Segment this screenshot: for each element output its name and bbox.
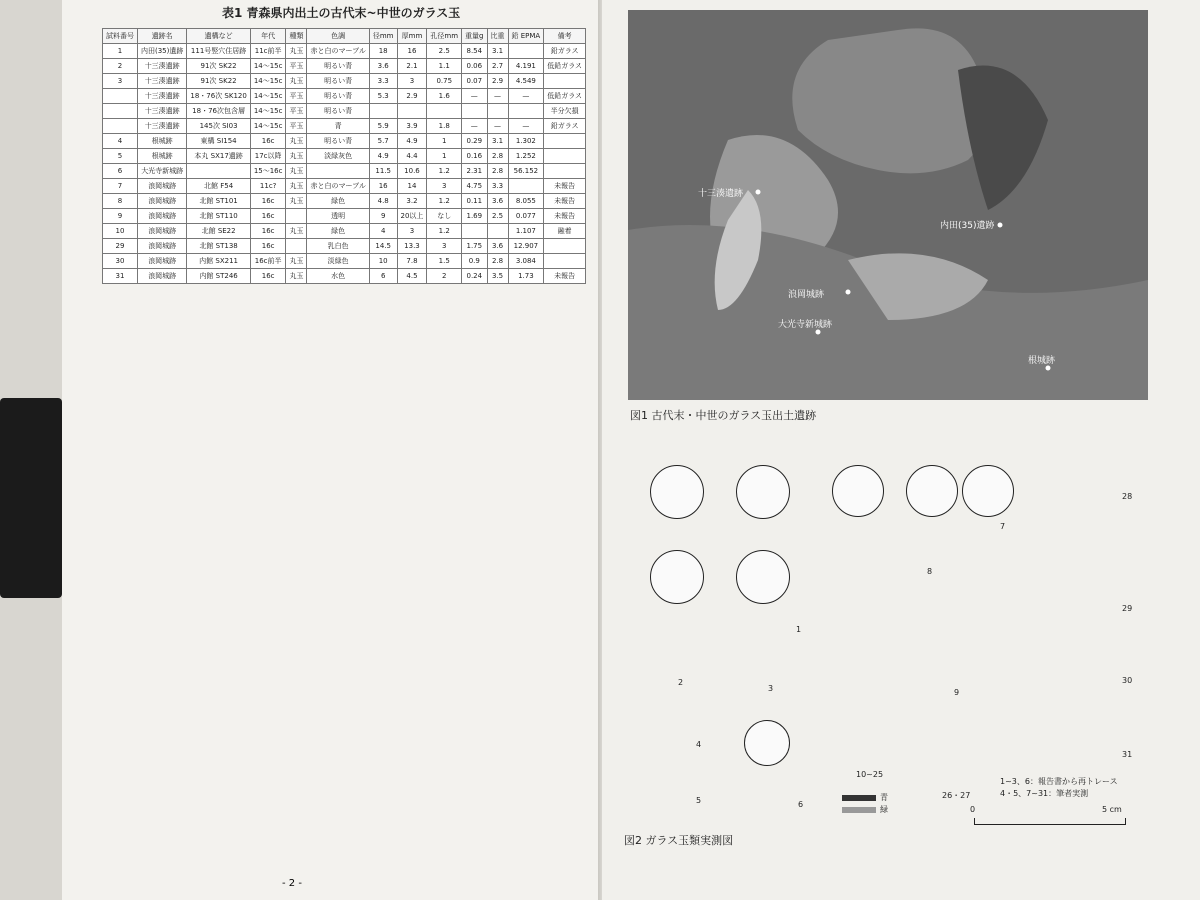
table-cell: — — [508, 89, 544, 104]
table-cell: 3 — [397, 74, 427, 89]
glass-bead-table — [102, 28, 586, 284]
table-cell: 乳白色 — [307, 239, 369, 254]
table-cell: 5.7 — [369, 134, 397, 149]
table-cell: 北館 ST110 — [187, 209, 250, 224]
table-cell — [286, 209, 307, 224]
column-header: 孔径mm — [427, 29, 462, 44]
table-cell: 16c — [250, 239, 286, 254]
table-cell: 0.24 — [462, 269, 487, 284]
table-cell: 1.2 — [427, 194, 462, 209]
map-label-namioka: 浪岡城跡 — [788, 290, 825, 300]
table-cell: 十三湊遺跡 — [138, 74, 187, 89]
table-cell — [487, 104, 508, 119]
table-cell: 4.549 — [508, 74, 544, 89]
table-cell: 赤と白のマーブル — [307, 44, 369, 59]
bead-drawing-7c — [962, 465, 1014, 517]
table-cell: 0.06 — [462, 59, 487, 74]
table-row — [103, 254, 586, 269]
table-cell: 低鉛ガラス — [544, 89, 586, 104]
figure-1-caption: 図1 古代末・中世のガラス玉出土遺跡 — [630, 409, 817, 422]
table-cell: 4.8 — [369, 194, 397, 209]
table-cell: 2.9 — [397, 89, 427, 104]
column-header: 試料番号 — [103, 29, 138, 44]
table-row — [103, 239, 586, 254]
figure-number-31: 31 — [1122, 750, 1133, 759]
table-cell: 2.5 — [427, 44, 462, 59]
column-header: 色調 — [307, 29, 369, 44]
table-cell: 9 — [369, 209, 397, 224]
table-cell: 14〜15c — [250, 59, 286, 74]
table-cell: 14〜15c — [250, 89, 286, 104]
table-cell: 91次 SK22 — [187, 74, 250, 89]
table-cell: 内館 ST246 — [187, 269, 250, 284]
table-cell: 2.31 — [462, 164, 487, 179]
table-cell: 北館 SE22 — [187, 224, 250, 239]
table-cell — [544, 74, 586, 89]
table-cell: 明るい青 — [307, 89, 369, 104]
table-cell: 20以上 — [397, 209, 427, 224]
table-cell: 丸玉 — [286, 74, 307, 89]
table-cell: 10 — [369, 254, 397, 269]
note-traced: 1~3、6：報告書から再トレース — [1000, 777, 1118, 786]
table-cell: — — [508, 119, 544, 134]
table-cell: 111号竪穴住居跡 — [187, 44, 250, 59]
bead-drawing-1c — [650, 550, 704, 604]
table-cell: 鉛ガラス — [544, 44, 586, 59]
table-row — [103, 134, 586, 149]
table-cell: 3.6 — [487, 194, 508, 209]
table-cell — [187, 164, 250, 179]
table-cell: 平玉 — [286, 89, 307, 104]
table-cell: 5 — [103, 149, 138, 164]
table-cell: 3.5 — [487, 269, 508, 284]
table-cell: 10 — [103, 224, 138, 239]
table-cell: 十三湊遺跡 — [138, 59, 187, 74]
table-row — [103, 119, 586, 134]
table-cell: 明るい青 — [307, 59, 369, 74]
right-page — [602, 0, 1200, 900]
table-cell: 14 — [397, 179, 427, 194]
table-cell: 浪岡城跡 — [138, 269, 187, 284]
table-cell: 根城跡 — [138, 134, 187, 149]
column-header: 遺跡名 — [138, 29, 187, 44]
scale-zero: 0 — [970, 805, 976, 814]
figure-number-2: 2 — [678, 678, 684, 687]
table-row — [103, 179, 586, 194]
table-cell: 1.69 — [462, 209, 487, 224]
table-title: 表1 青森県内出土の古代末~中世のガラス玉 — [222, 6, 461, 20]
table-cell — [462, 224, 487, 239]
table-cell: 3.6 — [369, 59, 397, 74]
table-cell: 丸玉 — [286, 179, 307, 194]
table-cell: 2 — [427, 269, 462, 284]
bead-drawing-7a — [832, 465, 884, 517]
scale-bar — [974, 818, 1126, 825]
table-cell: 1.2 — [427, 224, 462, 239]
table-cell — [103, 89, 138, 104]
scale-five-cm: 5 cm — [1102, 805, 1122, 814]
left-page — [62, 0, 602, 900]
table-cell: 3 — [103, 74, 138, 89]
map-label-uchida: 内田(35)遺跡 — [940, 221, 995, 231]
table-cell: 浪岡城跡 — [138, 209, 187, 224]
table-cell: 2.8 — [487, 164, 508, 179]
table-cell: 明るい青 — [307, 134, 369, 149]
table-cell: 4.9 — [397, 134, 427, 149]
table-cell: 淡緑灰色 — [307, 149, 369, 164]
table-cell: 0.07 — [462, 74, 487, 89]
table-cell — [427, 104, 462, 119]
table-cell: 浪岡城跡 — [138, 179, 187, 194]
table-cell: 18・76次包含層 — [187, 104, 250, 119]
table-cell: 15〜16c — [250, 164, 286, 179]
table-cell: 丸玉 — [286, 269, 307, 284]
table-cell: 丸玉 — [286, 254, 307, 269]
table-cell: 透明 — [307, 209, 369, 224]
table-cell: 丸玉 — [286, 224, 307, 239]
figure-number-28: 28 — [1122, 492, 1133, 501]
table-cell: 8 — [103, 194, 138, 209]
table-cell — [508, 44, 544, 59]
table-cell: — — [462, 119, 487, 134]
table-cell: 緑色 — [307, 194, 369, 209]
table-cell: 2 — [103, 59, 138, 74]
table-cell — [286, 239, 307, 254]
table-cell: — — [487, 119, 508, 134]
table-cell: 1.1 — [427, 59, 462, 74]
table-cell: 1.302 — [508, 134, 544, 149]
map-label-nejo: 根城跡 — [1028, 356, 1056, 366]
table-cell: 0.16 — [462, 149, 487, 164]
table-cell: 1.75 — [462, 239, 487, 254]
table-cell: 14〜15c — [250, 119, 286, 134]
table-cell: 大光寺新城跡 — [138, 164, 187, 179]
table-cell: 16c前半 — [250, 254, 286, 269]
table-cell: 11c? — [250, 179, 286, 194]
table-cell: 青 — [307, 119, 369, 134]
legend-green-swatch — [842, 807, 876, 813]
column-header: 比重 — [487, 29, 508, 44]
bead-drawing-6 — [744, 720, 790, 766]
bead-drawing-1d — [736, 550, 790, 604]
table-cell: — — [487, 89, 508, 104]
table-cell: 1.107 — [508, 224, 544, 239]
table-cell: 3.3 — [487, 179, 508, 194]
table-cell: 0.11 — [462, 194, 487, 209]
table-cell — [369, 104, 397, 119]
table-cell: 3.6 — [487, 239, 508, 254]
table-cell: 北館 ST138 — [187, 239, 250, 254]
table-cell: 十三湊遺跡 — [138, 104, 187, 119]
figure-2-caption: 図2 ガラス玉類実測図 — [624, 834, 734, 847]
table-cell: 10.6 — [397, 164, 427, 179]
relief-map — [628, 10, 1148, 400]
table-row — [103, 74, 586, 89]
table-cell: 8.055 — [508, 194, 544, 209]
table-row — [103, 269, 586, 284]
table-cell — [307, 164, 369, 179]
table-cell: 3 — [427, 239, 462, 254]
table-cell: 根城跡 — [138, 149, 187, 164]
figure-number-26-27: 26・27 — [942, 791, 971, 800]
table-row — [103, 164, 586, 179]
table-cell — [508, 104, 544, 119]
table-cell: 浪岡城跡 — [138, 224, 187, 239]
table-cell: 十三湊遺跡 — [138, 119, 187, 134]
table-cell: 14〜15c — [250, 74, 286, 89]
table-cell: 4.4 — [397, 149, 427, 164]
table-cell: 4.191 — [508, 59, 544, 74]
table-cell: 1.252 — [508, 149, 544, 164]
table-cell: 1.73 — [508, 269, 544, 284]
legend-green-label: 緑 — [880, 805, 888, 814]
table-cell: 4.75 — [462, 179, 487, 194]
bead-drawing-7b — [906, 465, 958, 517]
table-cell: 16 — [397, 44, 427, 59]
table-cell — [462, 104, 487, 119]
table-cell — [508, 179, 544, 194]
table-cell: 3 — [427, 179, 462, 194]
table-cell: 5.9 — [369, 119, 397, 134]
legend-blue-label: 青 — [880, 793, 888, 802]
table-cell: 0.077 — [508, 209, 544, 224]
table-cell: 29 — [103, 239, 138, 254]
column-header: 重量g — [462, 29, 487, 44]
table-cell: 30 — [103, 254, 138, 269]
table-cell: 16c — [250, 134, 286, 149]
table-cell: 平玉 — [286, 104, 307, 119]
table-cell: 淡緑色 — [307, 254, 369, 269]
table-cell — [397, 104, 427, 119]
figure-number-4: 4 — [696, 740, 702, 749]
column-header: 径mm — [369, 29, 397, 44]
table-cell: 平玉 — [286, 59, 307, 74]
figure-number-1: 1 — [796, 625, 802, 634]
table-cell — [544, 239, 586, 254]
page-number: - 2 - — [282, 878, 302, 889]
table-cell: 6 — [103, 164, 138, 179]
table-cell — [103, 104, 138, 119]
table-cell: 3.084 — [508, 254, 544, 269]
table-cell: 1.5 — [427, 254, 462, 269]
figure-number-8: 8 — [927, 567, 933, 576]
column-header: 種類 — [286, 29, 307, 44]
figure-number-5: 5 — [696, 796, 702, 805]
table-cell: 丸玉 — [286, 44, 307, 59]
table-row — [103, 44, 586, 59]
table-cell: 145次 SI03 — [187, 119, 250, 134]
table-cell: 4 — [369, 224, 397, 239]
table-cell: 2.1 — [397, 59, 427, 74]
map-terrain — [628, 10, 1148, 400]
table-cell — [487, 224, 508, 239]
column-header: 遺構など — [187, 29, 250, 44]
table-cell: 2.9 — [487, 74, 508, 89]
figure-number-9: 9 — [954, 688, 960, 697]
figure-number-6: 6 — [798, 800, 804, 809]
table-cell: 本丸 SX17遺跡 — [187, 149, 250, 164]
table-cell: 未報告 — [544, 194, 586, 209]
map-label-tosaminato: 十三湊遺跡 — [698, 189, 744, 199]
table-cell: 緑色 — [307, 224, 369, 239]
table-cell: 未報告 — [544, 209, 586, 224]
table-cell: 鉛ガラス — [544, 119, 586, 134]
table-cell: 丸玉 — [286, 164, 307, 179]
table-cell: 11c前半 — [250, 44, 286, 59]
table-cell: 9 — [103, 209, 138, 224]
table-cell: 16c — [250, 209, 286, 224]
table-cell: 赤と白のマーブル — [307, 179, 369, 194]
table-cell: 1 — [103, 44, 138, 59]
table-cell — [544, 164, 586, 179]
table-cell: 明るい青 — [307, 74, 369, 89]
table-cell: 4 — [103, 134, 138, 149]
table-cell: 17c以降 — [250, 149, 286, 164]
table-cell: 3.1 — [487, 44, 508, 59]
table-cell: 2.8 — [487, 254, 508, 269]
figure-number-10-25: 10~25 — [856, 770, 884, 779]
table-cell: 明るい青 — [307, 104, 369, 119]
table-cell: 丸玉 — [286, 194, 307, 209]
table-cell: 3 — [397, 224, 427, 239]
table-cell: 北館 F54 — [187, 179, 250, 194]
table-cell: 1 — [427, 149, 462, 164]
table-row — [103, 224, 586, 239]
table-cell: 3.2 — [397, 194, 427, 209]
map-label-daikoji: 大光寺新城跡 — [778, 320, 833, 330]
table-cell: 融着 — [544, 224, 586, 239]
table-cell: 8.54 — [462, 44, 487, 59]
table-cell: 3.9 — [397, 119, 427, 134]
column-header: 鉛 EPMA — [508, 29, 544, 44]
table-cell: 56.152 — [508, 164, 544, 179]
table-cell: 12.907 — [508, 239, 544, 254]
table-cell: 水色 — [307, 269, 369, 284]
table-cell: 2.8 — [487, 149, 508, 164]
table-cell: 7 — [103, 179, 138, 194]
table-cell: 13.3 — [397, 239, 427, 254]
figure-number-29: 29 — [1122, 604, 1133, 613]
table-cell: 半分欠損 — [544, 104, 586, 119]
table-cell: 14.5 — [369, 239, 397, 254]
table-row — [103, 149, 586, 164]
table-cell: 16c — [250, 194, 286, 209]
table-cell: 東構 SI154 — [187, 134, 250, 149]
table-cell — [544, 254, 586, 269]
table-cell — [544, 134, 586, 149]
table-cell: 91次 SK22 — [187, 59, 250, 74]
table-cell: 丸玉 — [286, 134, 307, 149]
table-row — [103, 59, 586, 74]
table-cell: 31 — [103, 269, 138, 284]
table-cell: 11.5 — [369, 164, 397, 179]
table-cell — [544, 149, 586, 164]
table-cell: 内館 SX211 — [187, 254, 250, 269]
table-row — [103, 194, 586, 209]
table-cell: 18 — [369, 44, 397, 59]
table-cell: 1 — [427, 134, 462, 149]
table-cell: 浪岡城跡 — [138, 239, 187, 254]
table-cell: 十三湊遺跡 — [138, 89, 187, 104]
table-cell: 2.5 — [487, 209, 508, 224]
table-cell: 16c — [250, 224, 286, 239]
table-cell: 未報告 — [544, 179, 586, 194]
table-cell: — — [462, 89, 487, 104]
table-cell: 2.7 — [487, 59, 508, 74]
legend-blue-swatch — [842, 795, 876, 801]
figure-number-30: 30 — [1122, 676, 1133, 685]
table-cell: 16c — [250, 269, 286, 284]
table-cell: 16 — [369, 179, 397, 194]
table-row — [103, 89, 586, 104]
table-cell: 14〜15c — [250, 104, 286, 119]
table-cell: 0.29 — [462, 134, 487, 149]
table-cell: 平玉 — [286, 119, 307, 134]
note-measured: 4・5、7~31：筆者実測 — [1000, 789, 1089, 798]
table-cell: 丸玉 — [286, 149, 307, 164]
table-cell: 18・76次 SK120 — [187, 89, 250, 104]
table-cell: 北館 ST101 — [187, 194, 250, 209]
table-cell: 0.9 — [462, 254, 487, 269]
table-cell: 浪岡城跡 — [138, 194, 187, 209]
table-cell: 0.75 — [427, 74, 462, 89]
table-cell: 3.3 — [369, 74, 397, 89]
bead-drawing-1a — [650, 465, 704, 519]
binder-clip — [0, 398, 62, 598]
table-cell: 6 — [369, 269, 397, 284]
table-cell — [103, 119, 138, 134]
column-header: 厚mm — [397, 29, 427, 44]
table-cell: 1.6 — [427, 89, 462, 104]
table-cell: なし — [427, 209, 462, 224]
figure-number-7: 7 — [1000, 522, 1006, 531]
bead-drawing-1b — [736, 465, 790, 519]
column-header: 年代 — [250, 29, 286, 44]
table-cell: 浪岡城跡 — [138, 254, 187, 269]
column-header: 備考 — [544, 29, 586, 44]
table-cell: 5.3 — [369, 89, 397, 104]
table-cell: 4.9 — [369, 149, 397, 164]
table-cell: 低鉛ガラス — [544, 59, 586, 74]
table-row — [103, 104, 586, 119]
table-header-row — [103, 29, 586, 44]
table-cell: 内田(35)遺跡 — [138, 44, 187, 59]
table-cell: 1.2 — [427, 164, 462, 179]
table-cell: 4.5 — [397, 269, 427, 284]
table-cell: 3.1 — [487, 134, 508, 149]
table-cell: 未報告 — [544, 269, 586, 284]
figure-number-3: 3 — [768, 684, 774, 693]
table-cell: 7.8 — [397, 254, 427, 269]
table-cell: 1.8 — [427, 119, 462, 134]
table-row — [103, 209, 586, 224]
